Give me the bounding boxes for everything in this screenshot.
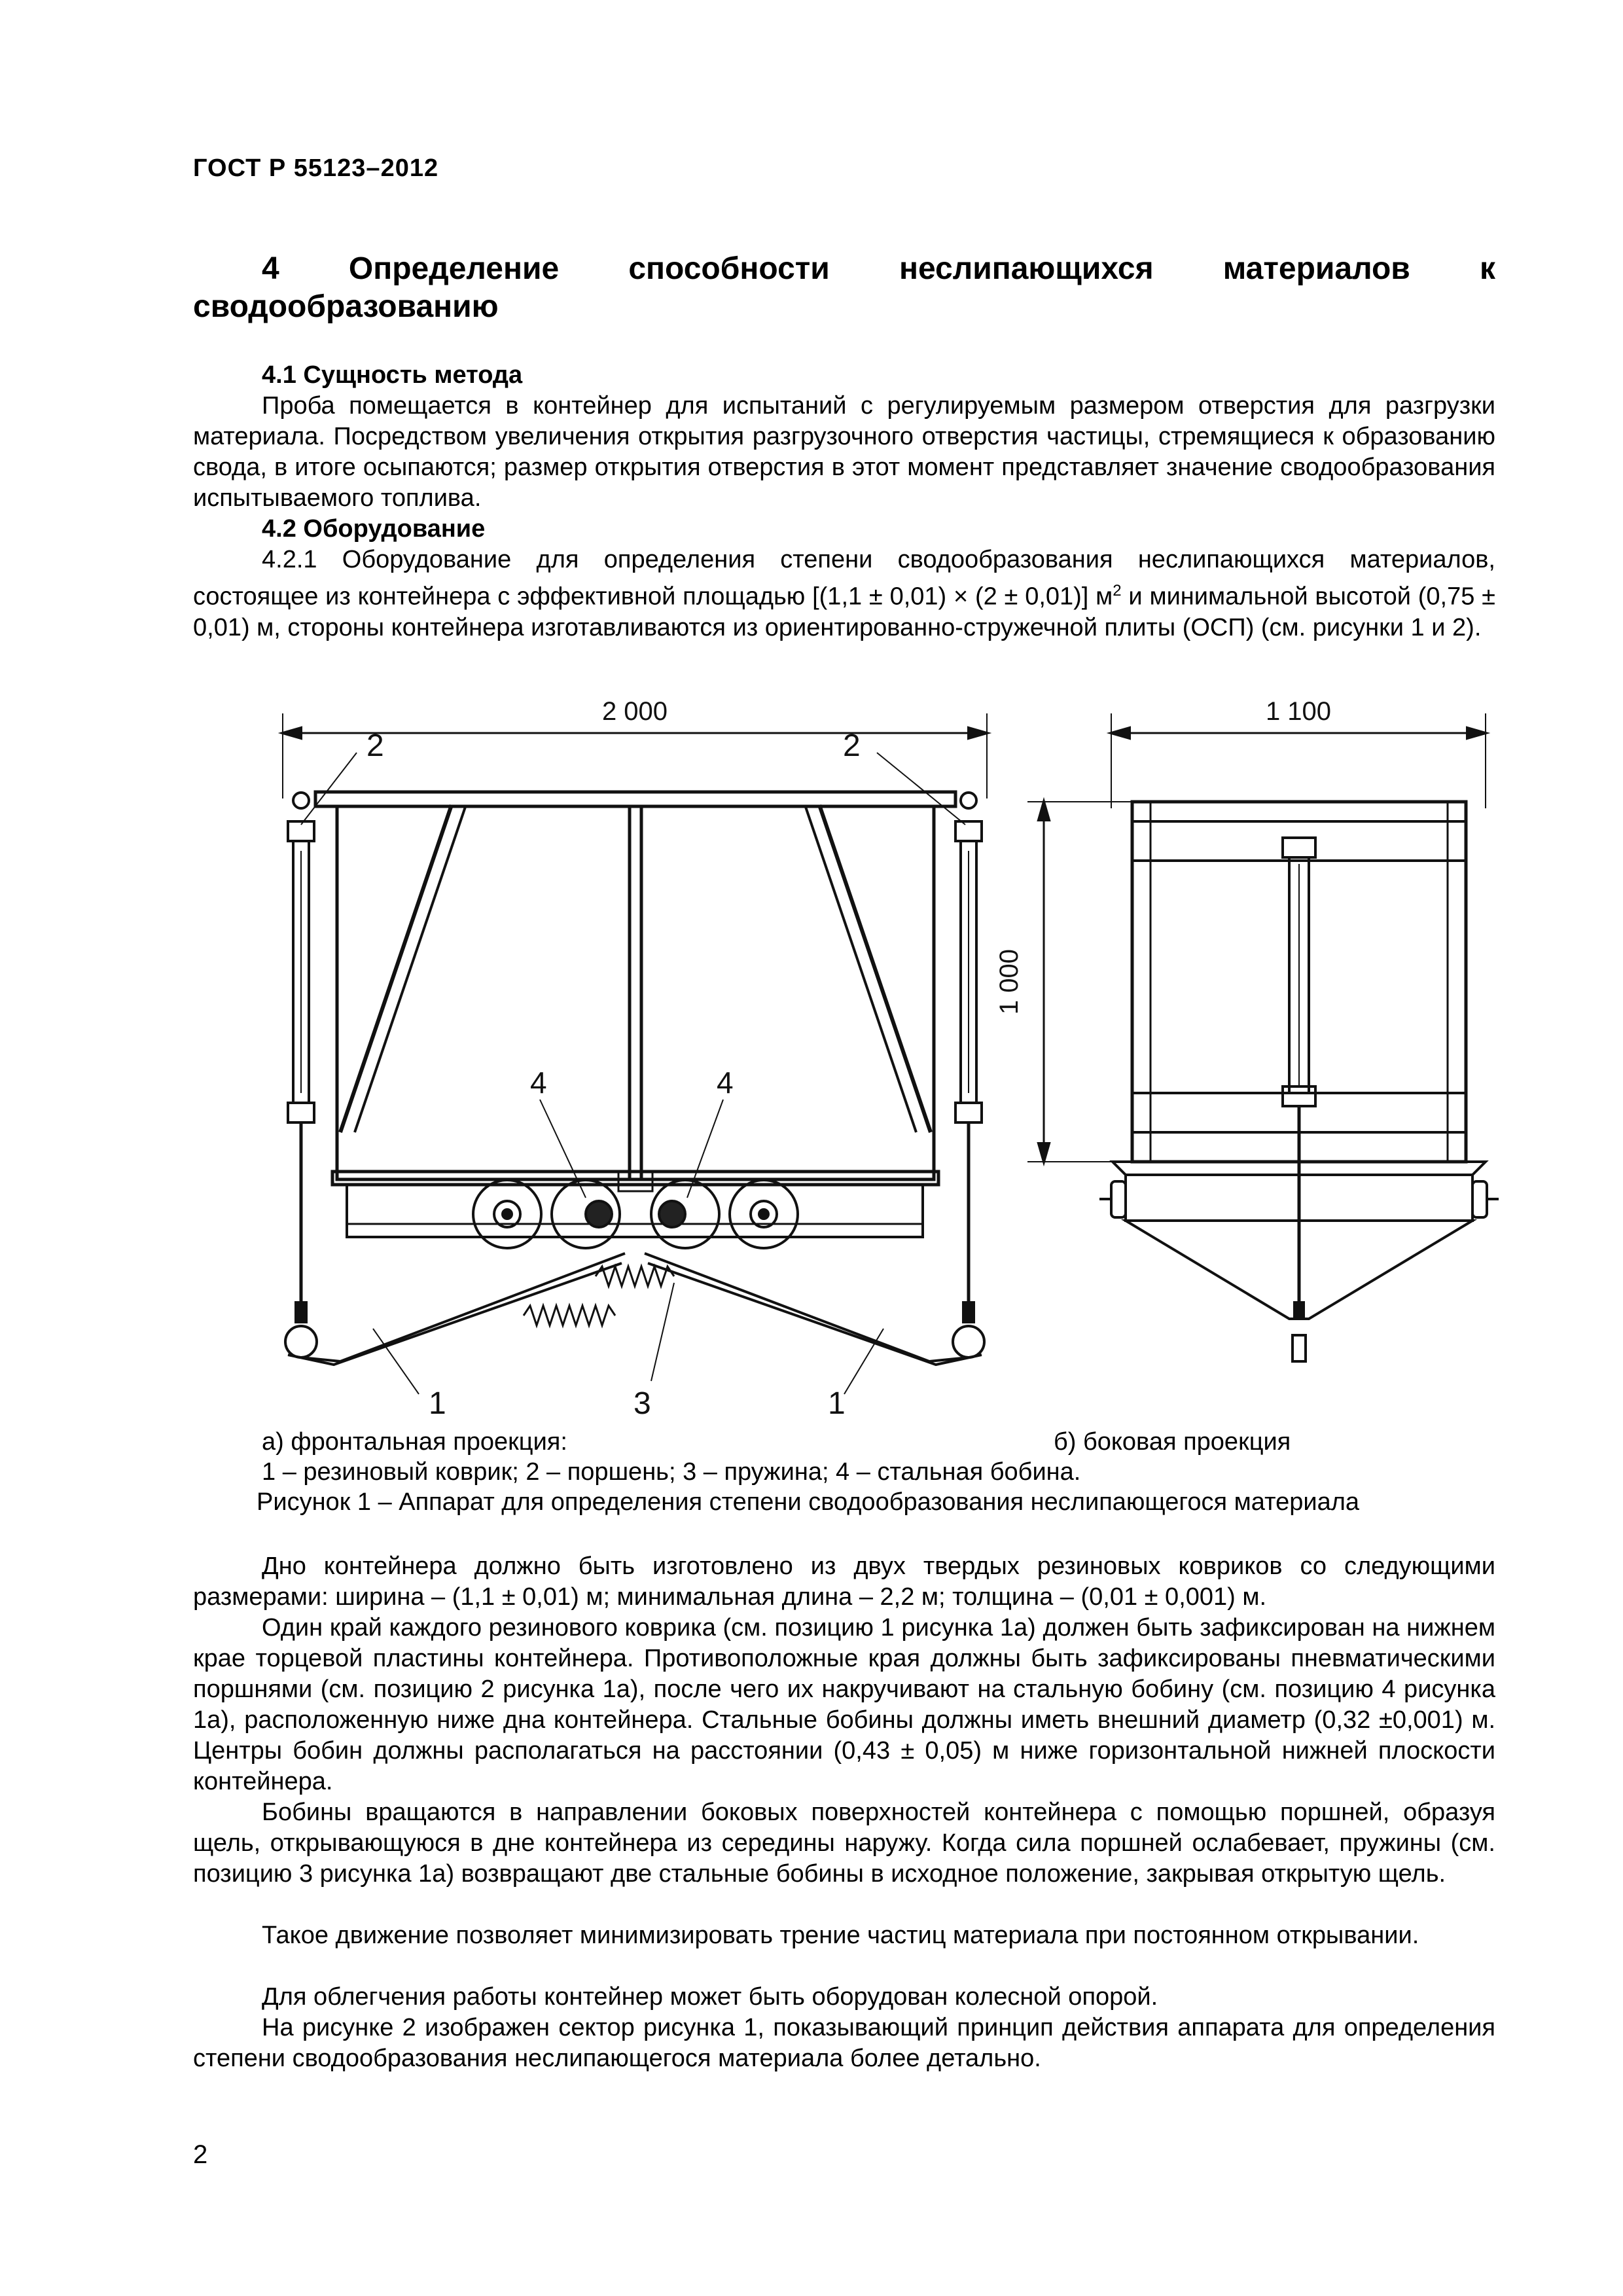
- section-title-word: Определение: [348, 251, 560, 286]
- body-paragraph: Для облегчения работы контейнер может быть оборудован колесной опорой.: [262, 1983, 1158, 2011]
- section-title-word: неслипающихся: [899, 251, 1154, 286]
- figure-caption-b: б) боковая проекция: [1054, 1428, 1291, 1456]
- label-bobbin-right: 4: [717, 1066, 734, 1100]
- left-piston: [285, 793, 317, 1357]
- side-height-dimension: 1 000: [995, 948, 1024, 1015]
- label-spring: 3: [633, 1386, 651, 1421]
- section-title-line1: [193, 250, 1495, 288]
- label-mat-left: 1: [429, 1386, 446, 1421]
- figure-title: Рисунок 1 – Аппарат для определения степени сводообразования неслипающегося материала: [257, 1488, 1360, 1516]
- side-projection: [995, 697, 1499, 1361]
- body-paragraph: На рисунке 2 изображен сектор рисунка 1, показывающий принцип действия аппарата для определения степени сводообразования неслипающегося материала более детально.: [193, 2014, 1495, 2072]
- section-title: [193, 250, 1495, 326]
- front-width-dimension: 2 000: [601, 697, 668, 726]
- figure-legend: 1 – резиновый коврик; 2 – поршень; 3 – пружина; 4 – стальная бобина.: [262, 1458, 1081, 1486]
- right-piston: [953, 793, 984, 1357]
- figure-1-drawing: [255, 674, 1531, 1433]
- page-number: 2: [193, 2140, 208, 2169]
- rubber-mats: [288, 1253, 982, 1365]
- figure-caption-a: а) фронтальная проекция:: [262, 1428, 567, 1456]
- label-piston-right: 2: [843, 728, 861, 763]
- body-paragraph: Бобины вращаются в направлении боковых поверхностей контейнера с помощью поршней, образуя щель, открывающуюся в дне контейнера из середины наружу. Когда сила поршней ослабевает, пружины (см. позицию 3 рисунка 1а) возвращают две стальные бобины в исходное положение, закрывая открытую щель.: [193, 1799, 1495, 1888]
- body-paragraph: Дно контейнера должно быть изготовлено из двух твердых резиновых ковриков со следующими размерами: ширина – (1,1 ± 0,01) м; минимальная длина – 2,2 м; толщина – (0,01 ± 0,001) м.: [193, 1552, 1495, 1611]
- body-paragraph: Такое движение позволяет минимизировать трение частиц материала при постоянном открывании.: [262, 1922, 1419, 1949]
- side-width-dimension: 1 100: [1265, 697, 1332, 726]
- subsection-title-4-2: 4.2 Оборудование: [262, 515, 486, 543]
- subsection-title-4-1: 4.1 Сущность метода: [262, 361, 523, 389]
- label-piston-left: 2: [366, 728, 384, 763]
- springs: [524, 1266, 674, 1325]
- label-mat-right: 1: [828, 1386, 846, 1421]
- paragraph-4-1: Проба помещается в контейнер для испытаний с регулируемым размером отверстия для разгрузки материала. Посредством увеличения открытия разгрузочного отверстия частицы, стремящиеся к образованию свода, в итоге осыпаются; размер открытия отверстия в этот момент представляет значение сводообразования испытываемого топлива.: [193, 392, 1495, 512]
- section-number: 4: [262, 251, 279, 286]
- section-title-word: к: [1479, 251, 1495, 286]
- label-bobbin-left: 4: [530, 1066, 547, 1100]
- document-header: ГОСТ Р 55123–2012: [193, 154, 439, 182]
- body-paragraph: Один край каждого резинового коврика (см. позицию 1 рисунка 1а) должен быть зафиксирован на нижнем крае торцевой пластины контейнера. Противоположные края должны быть зафиксированы пневматическими поршнями (см. позицию 2 рисунка 1а), после чего их накручивают на стальную бобину (см. позицию 4 рисунка 1а), расположенную ниже дна контейнера. Стальные бобины должны иметь внешний диаметр (0,32 ±0,001) м. Центры бобин должны располагаться на расстоянии (0,43 ± 0,05) м ниже горизонтальной нижней плоскости контейнера.: [193, 1614, 1495, 1795]
- paragraph-4-2-1: 4.2.1 Оборудование для определения степени сводообразования неслипающихся материалов, состоящее из контейнера с эффективной площадью [(1,1 ± 0,01) × (2 ± 0,01)] $м^2$ и минимальной высотой (0,75 ± 0,01) м, стороны контейнера изготавливаются из ориентированно-стружечной плиты (ОСП) (см. рисунки 1 и 2).: [193, 546, 1495, 641]
- section-title-line2: сводообразованию: [193, 289, 499, 324]
- section-title-word: способности: [628, 251, 830, 286]
- section-title-word: материалов: [1222, 251, 1410, 286]
- front-projection: [283, 697, 987, 1421]
